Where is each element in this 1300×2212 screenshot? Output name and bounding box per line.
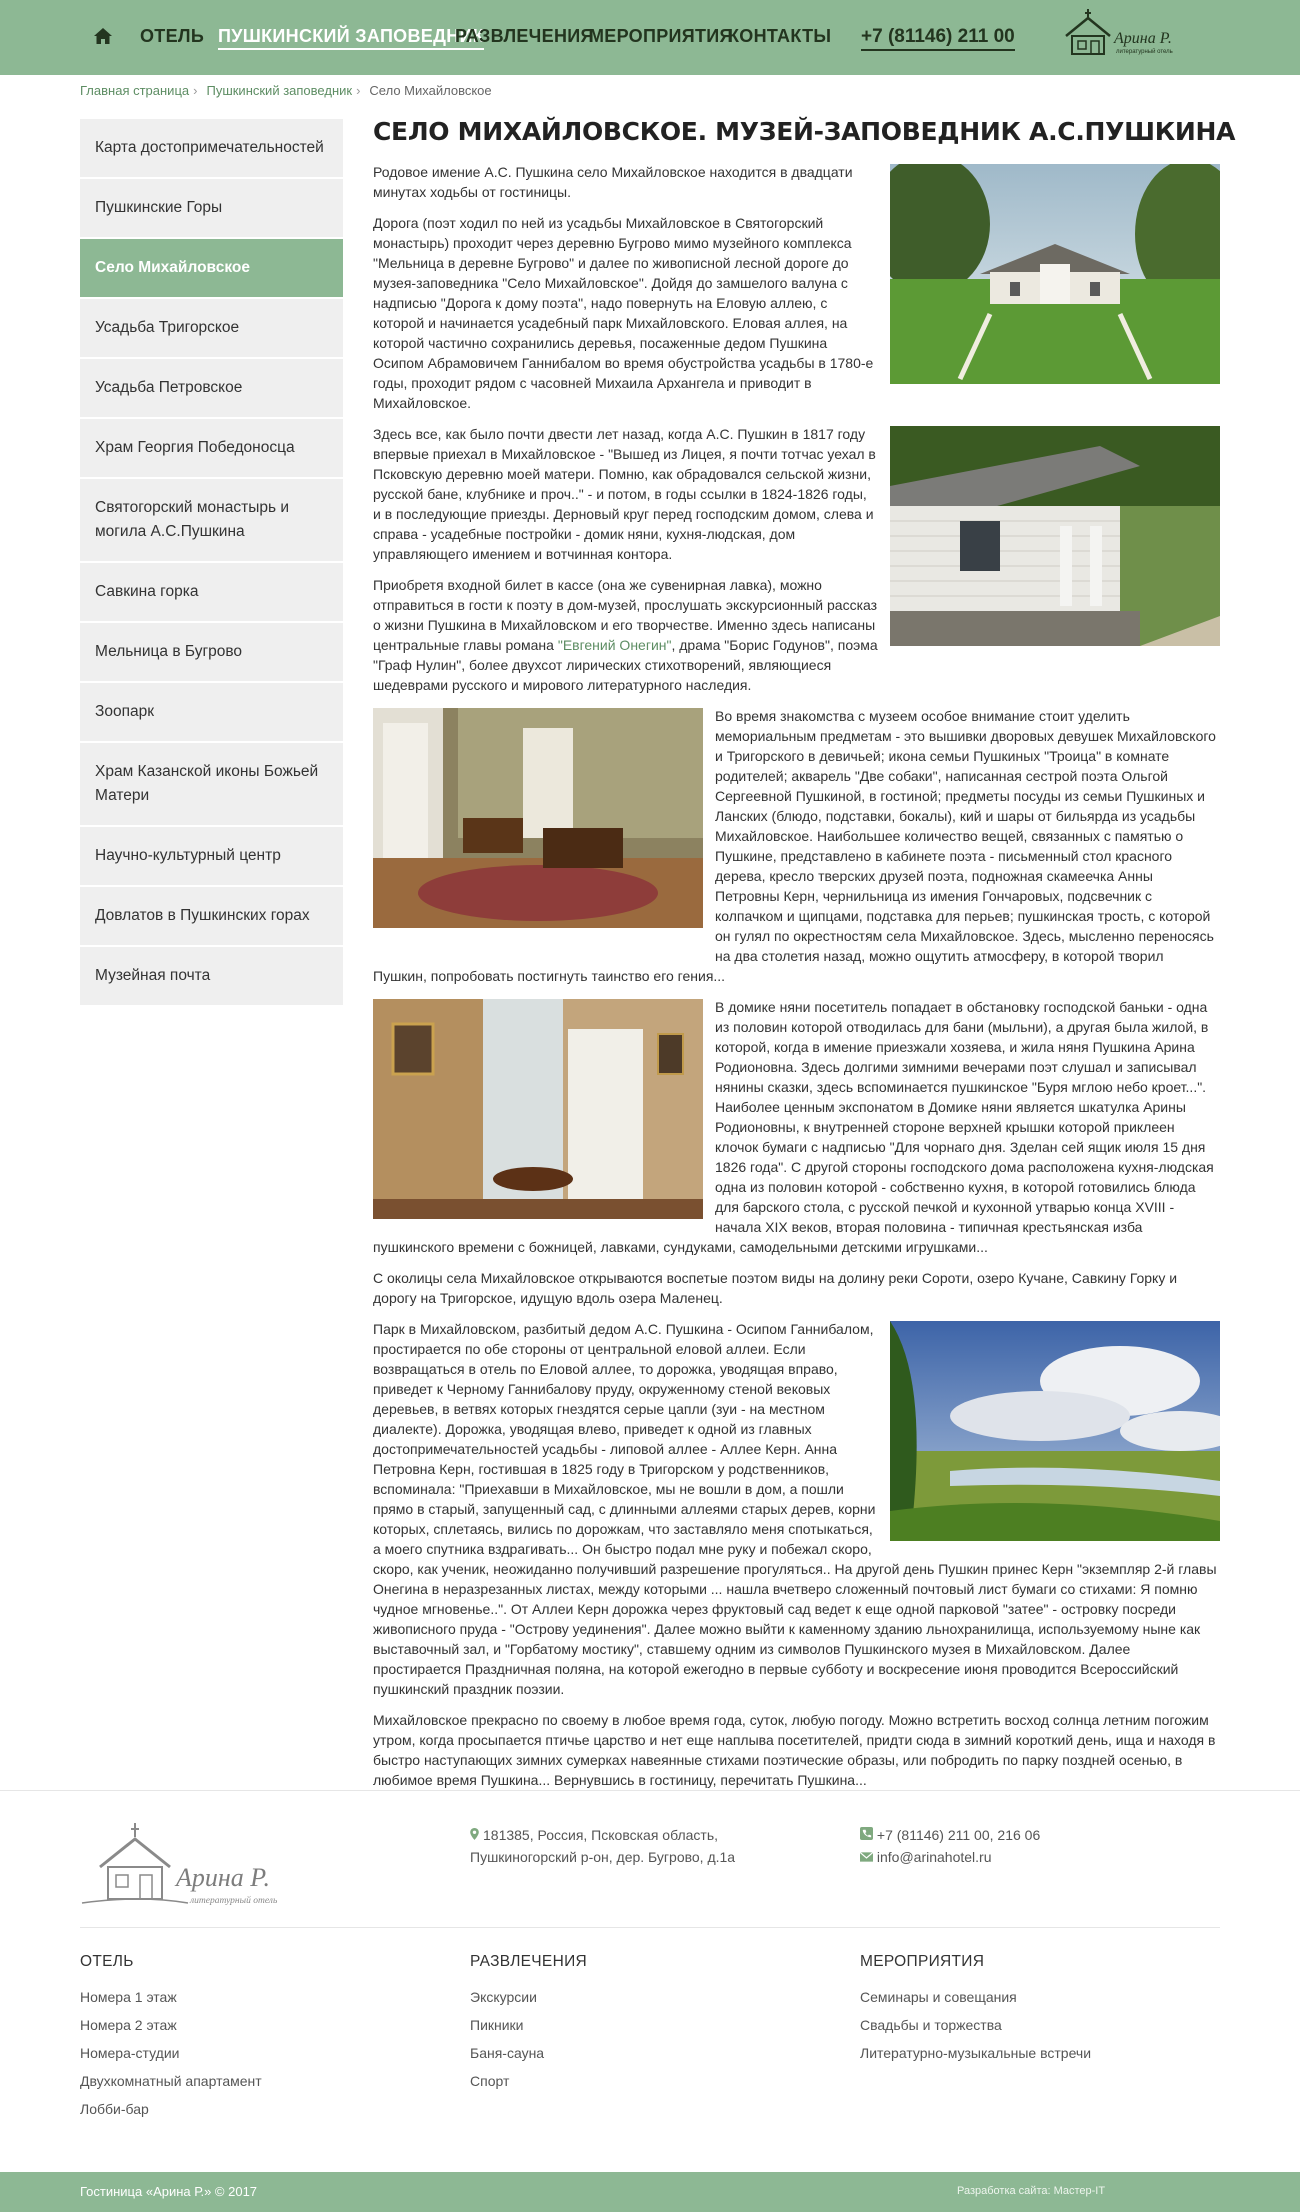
footer-column-title: ОТЕЛЬ (80, 1953, 134, 1970)
paragraph: Во время знакомства с музеем особое внимание стоит уделить мемориальным предметам - это вышивки дворовых девушек Михайловского и Тригорского в девичьей; икона семьи Пушкиных "Троица" в комнате родителей; акварель "Две собаки", написанная сестрой поэта Ольгой Сергеевной Пушкиной, в гостиной; предметы посуды из семьи Пушкиных и Ланских (блюдо, подставки, бокалы), кий и шары от бильярда из усадьбы Михайловское. Наибольшее количество вещей, связанных с памятью о Пушкине, представлено в кабинете поэта - письменный стол красного дерева, кресло тверских друзей поэта, подножная скамеечка Анны Петровны Керн, чернильница из имения Гончаровых, подсвечник с колпачком и щипцами, подставка для перьев; пушкинская трость, с которой он гулял по окрестностям села Михайловское. Здесь, мысленно переносясь на два столетия назад, можно ощутить атмосферу, в которой творил Пушкин, попробовать постигнуть таинство его гения... (373, 708, 1216, 984)
breadcrumb-home-link[interactable]: Главная страница (80, 83, 190, 98)
footer-link[interactable]: Номера 1 этаж (80, 1989, 177, 2005)
address-line-1: 181385, Россия, Псковская область, (483, 1827, 719, 1843)
sidebar-item-church-kazan[interactable]: Храм Казанской иконы Божьей Матери (80, 743, 343, 827)
header-logo-text: Арина Р. (1114, 30, 1172, 47)
sidebar-item-cultural-center[interactable]: Научно-культурный центр (80, 827, 343, 887)
paragraph-text: , драма "Борис Годунов", поэма "Граф Нулин", более двухсот лирических стихотворений, являющиеся шедеврами русского и мирового литературного наследия. (373, 637, 878, 693)
nav-contacts-link[interactable]: КОНТАКТЫ (728, 26, 832, 46)
footer-column-title: МЕРОПРИЯТИЯ (860, 1953, 985, 1970)
sidebar-item-map[interactable]: Карта достопримечательностей (80, 119, 343, 179)
sidebar-item-mikhaylovskoe[interactable]: Село Михайловское (80, 239, 343, 299)
footer-address (470, 1824, 735, 1868)
paragraph: Парк в Михайловском, разбитый дедом А.С. Пушкина - Осипом Ганнибалом, простирается по обе стороны от центральной еловой аллеи. Если возвращаться в отель по Еловой аллее, то дорожка, уводящая вправо, приведет к Черному Ганнибалову пруду, окруженному стеной вековых деревьев, в ветвях которых гнездятся серые цапли (зуи - на местном диалекте). Дорожка, уводящая влево, приведет к одной из главных достопримечательностей усадьбы - липовой аллее - Аллее Керн. Анна Петровна Керн, гостившая в 1825 году в Тригорском у родственников, вспоминала: "Приехавши в Михайловское, мы не вошли в дом, а пошли прямо в старый, запущенный сад, с длинными аллеями старых дерев, корни которых, сплетаясь, вились по дорожкам, что заставляло меня спотыкаться, а моего спутника вздрагивать... Он быстро подал мне руку и побежал скоро, скоро, как ученик, неожиданно получивший разрешение прогуляться.. На другой день Пушкин принес Керн "экземпляр 2-й главы Онегина в неразрезанных листах, между которыми ... нашла вчетверо сложенный почтовый лист бумаги со стихами: Я помню чудное мгновенье..". От Аллеи Керн дорожка через фруктовый сад ведет к еще одной парковой "затее" - островку посреди живописного пруда - "Острову уединения". Далее можно выйти к каменному зданию льнохранилища, используемому ныне как выставочный зал, и "Горбатому мостику", ставшему одним из символов Пушкинского музея в Михайловском. Далее простирается Праздничная поляна, на которой ежегодно в первые субботу и воскресение июня проводится Всероссийский пушкинский праздник поэзии. (373, 1321, 1217, 1697)
footer-email[interactable]: info@arinahotel.ru (876, 1849, 992, 1865)
sidebar-item-trigorskoe[interactable]: Усадьба Тригорское (80, 299, 343, 359)
footer-link[interactable]: Пикники (470, 2017, 524, 2033)
page-title: СЕЛО МИХАЙЛОВСКОЕ. МУЗЕЙ-ЗАПОВЕДНИК А.С.ПУШКИНА (373, 117, 1236, 146)
footer-divider (80, 1927, 1220, 1928)
header-phone-link[interactable]: +7 (81146) 211 00 (861, 26, 1015, 51)
footer-logo-text: Арина Р. (176, 1863, 271, 1892)
footer-column-title: РАЗВЛЕЧЕНИЯ (470, 1953, 587, 1970)
sidebar-item-zoo[interactable]: Зоопарк (80, 683, 343, 743)
envelope-icon (860, 1846, 873, 1868)
evgeny-onegin-link[interactable]: "Евгений Онегин" (557, 637, 672, 653)
home-icon[interactable] (93, 27, 113, 45)
breadcrumb-separator: › (193, 83, 198, 98)
paragraph: Здесь все, как было почти двести лет назад, когда А.С. Пушкин в 1817 году впервые приехал в Михайловское - "Вышед из Лицея, я почти тотчас уехал в Псковскую деревню моей матери. Помню, как обрадовался сельской жизни, русской бане, клубнике и проч.." - и потом, в годы ссылки в 1824-1826 годы, и в последующие приезды. Дерновый круг перед господским домом, слева и справа - усадебные постройки - домик няни, кухня-людская, дом управляющего имением и вотчинная контора. (373, 426, 876, 562)
sidebar-item-savkina-gorka[interactable]: Савкина горка (80, 563, 343, 623)
footer (0, 1790, 1300, 2172)
main-content (373, 117, 1236, 1801)
nav-entertainment-link[interactable]: РАЗВЛЕЧЕНИЯ (455, 26, 594, 46)
footer-column-events (860, 1953, 1091, 2067)
footer-link[interactable]: Спорт (470, 2073, 510, 2089)
footer-logo[interactable] (80, 1821, 310, 1921)
paragraph: Дорога (поэт ходил по ней из усадьбы Михайловское в Святогорский монастырь) проходит через деревню Бугрово мимо музейного комплекса "Мельница в деревне Бугрово" и далее по живописной лесной дороге до музея-заповедника "Село Михайловское". Дойдя до замшелого валуна с надписью "Дорога к дому поэта", надо повернуть на Еловую аллею, с которой и начинается усадебный парк Михайловского. Еловая аллея, на которой частично сохранились деревья, посаженные дедом Пушкина Осипом Абрамовичем Ганнибалом во время обустройства усадьбы в 1780-е годы, проходит рядом с часовней Михаила Архангела и приводит в Михайловское. (373, 215, 874, 411)
house-porch-photo (890, 426, 1220, 646)
nav-events-link[interactable]: МЕРОПРИЯТИЯ (589, 26, 733, 46)
footer-phone[interactable]: +7 (81146) 211 00, 216 06 (876, 1827, 1041, 1843)
header-logo[interactable] (1058, 6, 1198, 66)
breadcrumb-current: Село Михайловское (369, 83, 492, 98)
footer-column-hotel (80, 1953, 262, 2123)
manor-house-photo (890, 164, 1220, 384)
footer-link[interactable]: Лобби-бар (80, 2101, 149, 2117)
footer-link[interactable]: Экскурсии (470, 1989, 537, 2005)
top-navigation-bar (0, 0, 1300, 75)
copyright-text: Гостиница «Арина Р.» © 2017 (80, 2184, 258, 2199)
sidebar-item-museum-post[interactable]: Музейная почта (80, 947, 343, 1007)
footer-contacts (860, 1824, 1040, 1868)
paragraph: В домике няни посетитель попадает в обстановку господской баньки - одна из половин которой отводилась для бани (мыльни), а другая была жилой, в которой, когда в имение приезжали хозяева, и жила няня Пушкина Арина Родионовна. Здесь долгими зимними вечерами поэт слушал и записывал нянины сказки, здесь вспоминается пушкинское "Буря мглою небо кроет...". Наиболее ценным экспонатом в Домике няни является шкатулка Арины Родионовны, к внутренней стороне верхней крышки которой приклеен клочок бумаги с надписью "Для чорнаго дня. Зделан сей ящик июля 15 дня 1826 года". С другой стороны господского дома расположена кухня-людская одна из половин которой - собственно кухня, в которой готовились блюда для барского стола, с русской печкой и кухонной утварью конца XVIII - начала XIX веков, вторая половина - типичная крестьянская изба пушкинского времени с божницей, лавками, сундуками, самодельными детскими игрушками... (373, 999, 1214, 1255)
paragraph: Родовое имение А.С. Пушкина село Михайловское находится в двадцати минутах ходьбы от гостиницы. (373, 164, 853, 200)
sidebar-menu (80, 119, 343, 1007)
breadcrumb (80, 83, 492, 98)
sidebar-item-petrovskoe[interactable]: Усадьба Петровское (80, 359, 343, 419)
sidebar-item-church-georgiy[interactable]: Храм Георгия Победоносца (80, 419, 343, 479)
house-logo-icon (80, 1821, 190, 1921)
sorot-valley-photo (890, 1321, 1220, 1541)
nanny-room-photo (373, 999, 703, 1219)
header-logo-subtitle: литературный отель (1116, 49, 1173, 55)
footer-link[interactable]: Свадьбы и торжества (860, 2017, 1002, 2033)
phone-icon (860, 1824, 873, 1846)
paragraph: С околицы села Михайловское открываются воспетые поэтом виды на долину реки Сороти, озеро Кучане, Савкину Горку и дорогу на Тригорское, идущую вдоль озера Маленец. (373, 1270, 1178, 1306)
sidebar-item-mill-bugrovo[interactable]: Мельница в Бугрово (80, 623, 343, 683)
footer-column-entertainment (470, 1953, 587, 2095)
sidebar-item-dovlatov[interactable]: Довлатов в Пушкинских горах (80, 887, 343, 947)
footer-link[interactable]: Литературно-музыкальные встречи (860, 2045, 1092, 2061)
sidebar-item-pushkinskie-gory[interactable]: Пушкинские Горы (80, 179, 343, 239)
footer-link[interactable]: Баня-сауна (470, 2045, 545, 2061)
footer-logo-subtitle: литературный отель (190, 1896, 278, 1906)
footer-link[interactable]: Двухкомнатный апартамент (80, 2073, 262, 2089)
footer-link[interactable]: Семинары и совещания (860, 1989, 1017, 2005)
address-line-2: Пушкиногорский р-он, дер. Бугрово, д.1а (470, 1849, 736, 1865)
developer-link[interactable]: Разработка сайта: Мастер-IT (957, 2185, 1106, 2197)
breadcrumb-reserve-link[interactable]: Пушкинский заповедник (206, 83, 353, 98)
nav-pushkin-reserve-link[interactable]: ПУШКИНСКИЙ ЗАПОВЕДНИК (218, 26, 484, 50)
nav-hotel-link[interactable]: ОТЕЛЬ (140, 26, 205, 46)
map-marker-icon (470, 1824, 483, 1846)
footer-link[interactable]: Номера-студии (80, 2045, 180, 2061)
house-logo-icon (1058, 6, 1118, 66)
sidebar-item-svyatogorsky-monastery[interactable]: Святогорский монастырь и могила А.С.Пушкина (80, 479, 343, 563)
paragraph: Михайловское прекрасно по своему в любое время года, суток, любую погоду. Можно встретить восход солнца летним погожим утром, когда просыпается птичье царство и нет еще наплыва посетителей, придти сюда в зимний короткий день, ища и находя в быстро наступающих зимних сумерках навеянные стихами поэтические образы, или побродить по парку поздней осенью, в любимое время Пушкина... Вернувшись в гостиницу, перечитать Пушкина... (373, 1712, 1216, 1788)
footer-bottom-bar (0, 2172, 1300, 2212)
paragraph-text: Приобретя входной билет в кассе (она же сувенирная лавка), можно отправиться в гости к поэту в дом-музей, прослушать экскурсионный рассказ о жизни Пушкина в Михайловском и его творчестве. Именно здесь написаны центральные главы романа (373, 577, 878, 653)
breadcrumb-separator: › (356, 83, 361, 98)
footer-link[interactable]: Номера 2 этаж (80, 2017, 177, 2033)
study-room-photo (373, 708, 703, 928)
